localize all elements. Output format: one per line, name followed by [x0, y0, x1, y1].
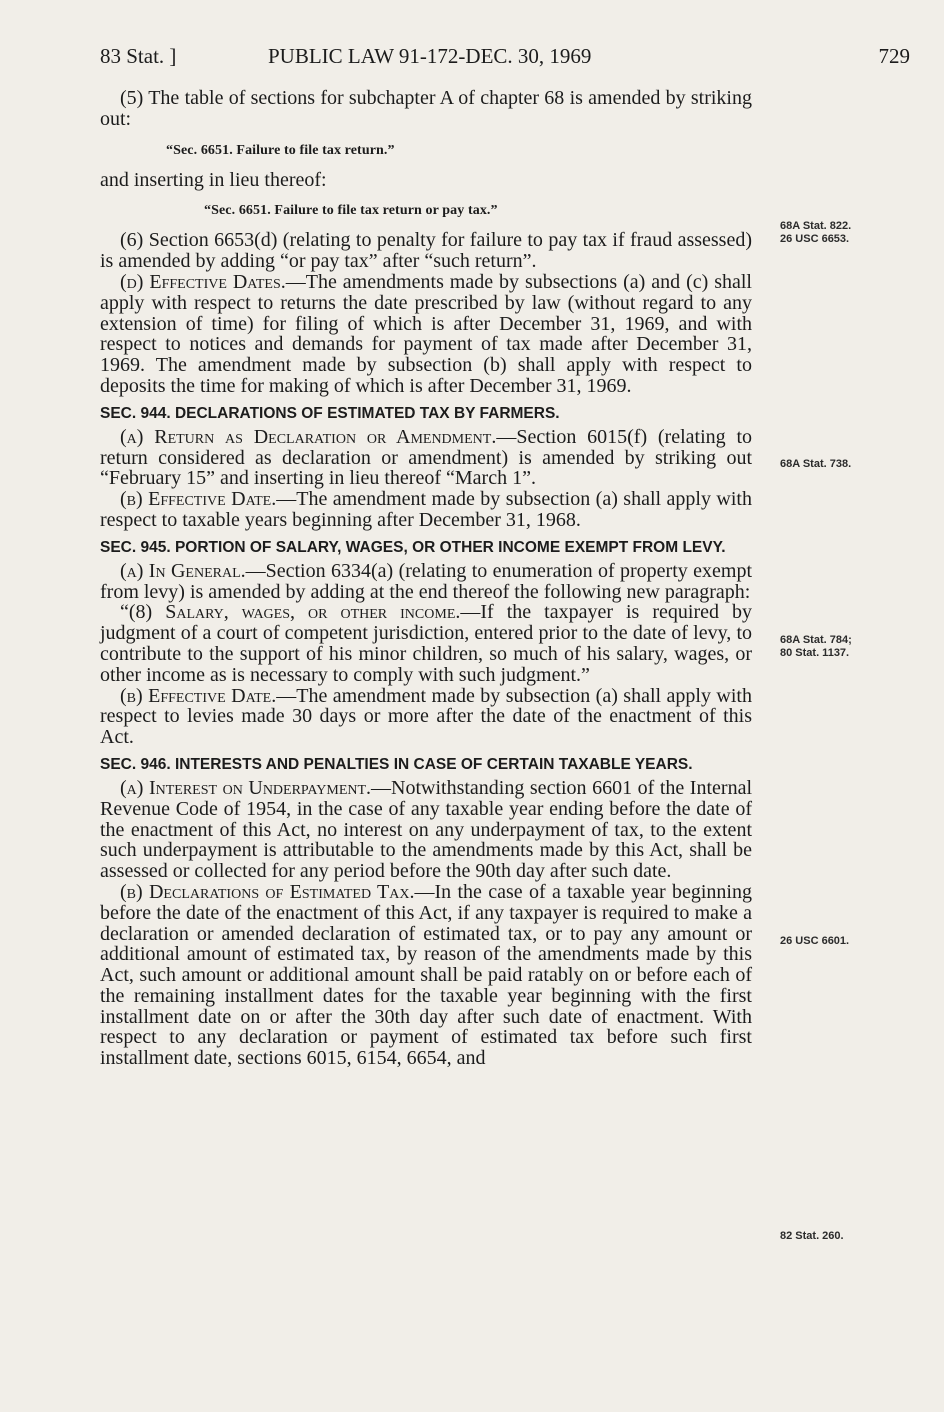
paragraph-d — [100, 272, 752, 397]
page-header — [100, 44, 910, 74]
section-945-quote-text: —If the taxpayer is required by judgment of a court of competent jurisdiction, entered prior to the date of levy, to contribute to the support of his minor children, so much of his salary, wages, or other income as is necessary to comply with such judgment.” — [100, 601, 752, 686]
paragraph-d-text: —The amendments made by subsections (a) and (c) shall apply with respect to returns the date prescribed by law (without regard to any extension of time) for filing of which is after December 31, 1969, and with respect to notices and demands for payment of tax made after December 31, 1969. The amendment made by subsection (b) shall apply with respect to deposits the time for making of which is after December 31, 1969. — [100, 270, 752, 397]
section-946-b — [100, 882, 752, 1069]
section-946-b-heading: (b) Declarations of Estimated Tax. — [120, 880, 415, 903]
paragraph-inserting: and inserting in lieu thereof: — [100, 168, 327, 191]
section-944-a-text: —Section 6015(f) (relating to return considered as declaration or amendment) is amended by striking out “February 15” and inserting in lieu thereof “March 1”. — [100, 425, 752, 490]
margin-note-784 — [780, 634, 900, 660]
section-946-title: SEC. 946. INTERESTS AND PENALTIES IN CASE OF CERTAIN TAXABLE YEARS. — [100, 755, 693, 773]
margin-note-738: 68A Stat. 738. — [780, 458, 852, 470]
page-number: 729 — [878, 44, 910, 68]
section-945-b — [100, 686, 752, 748]
section-945-b-heading: (b) Effective Date. — [120, 684, 277, 707]
section-944-b-heading: (b) Effective Date. — [120, 488, 277, 511]
section-945-b-text: —The amendment made by subsection (a) shall apply with respect to levies made 30 days or more after the date of the enactment of this Act. — [100, 684, 752, 749]
section-944-a-heading: (a) Return as Declaration or Amendment. — [120, 425, 497, 448]
margin-note-6653-line2: 26 USC 6653. — [780, 233, 850, 245]
section-945-a-text: —Section 6334(a) (relating to enumeration of property exempt from levy) is amended by adding at the end thereof the following new paragraph: — [100, 559, 753, 603]
margin-note-6601: 26 USC 6601. — [780, 935, 850, 947]
margin-note-784-line2: 80 Stat. 1137. — [780, 647, 850, 659]
paragraph-6: (6) Section 6653(d) (relating to penalty for failure to pay tax if fraud assessed) is amended by adding “or pay tax” after “such return”. — [100, 229, 752, 273]
section-945-a-heading: (a) In General. — [120, 559, 246, 582]
section-945-quote-heading: “(8) Salary, wages, or other income. — [120, 601, 461, 624]
header-statute-ref: 83 Stat. ] — [100, 44, 177, 68]
margin-note-6653 — [780, 220, 900, 246]
margin-note-260: 82 Stat. 260. — [780, 1230, 844, 1242]
paragraph-5: (5) The table of sections for subchapter A of chapter 68 is amended by striking out: — [100, 87, 752, 130]
margin-note-6653-line1: 68A Stat. 822. — [780, 220, 852, 232]
body-text — [100, 88, 752, 1069]
section-944-a — [100, 427, 752, 489]
paragraph-d-heading: (d) Effective Dates. — [120, 270, 286, 293]
section-945-a — [100, 561, 752, 603]
section-945-new-paragraph — [100, 602, 752, 685]
section-946-a-heading: (a) Interest on Underpayment. — [120, 776, 372, 799]
section-944-title: SEC. 944. DECLARATIONS OF ESTIMATED TAX BY FARMERS. — [100, 404, 560, 422]
quoted-section-old: “Sec. 6651. Failure to file tax return.” — [166, 142, 395, 158]
section-946-a — [100, 778, 752, 882]
quoted-section-new: “Sec. 6651. Failure to file tax return or pay tax.” — [204, 203, 498, 219]
section-945-title: SEC. 945. PORTION OF SALARY, WAGES, OR OTHER INCOME EXEMPT FROM LEVY. — [100, 538, 726, 556]
margin-note-784-line1: 68A Stat. 784; — [780, 634, 852, 646]
section-946-b-text: —In the case of a taxable year beginning before the date of the enactment of this Act, if any taxpayer is required to make a declaration or amended declaration of estimated tax, or to pay any amount or additional amount of estimated tax, by reason of the amendments made by this Act, such amount or additional amount shall be paid ratably on or before each of the remaining installment dates for the taxable year beginning with the first installment date on or after the 30th day after such date of enactment. With respect to any declaration or payment of estimated tax before such first installment date, sections 6015, 6154, 6654, and — [100, 880, 752, 1070]
header-title: PUBLIC LAW 91-172-DEC. 30, 1969 — [268, 44, 592, 68]
section-946-a-text: —Notwithstanding section 6601 of the Internal Revenue Code of 1954, in the case of any taxable year ending before the date of the enactment of this Act, no interest on any underpayment of tax, to the extent such underpayment is attributable to the amendments made by this Act, shall be assessed or collected for any period before the 90th day after such date. — [100, 776, 752, 883]
section-944-b-text: —The amendment made by subsection (a) shall apply with respect to taxable years beginning after December 31, 1968. — [100, 488, 752, 531]
section-944-b — [100, 489, 752, 531]
